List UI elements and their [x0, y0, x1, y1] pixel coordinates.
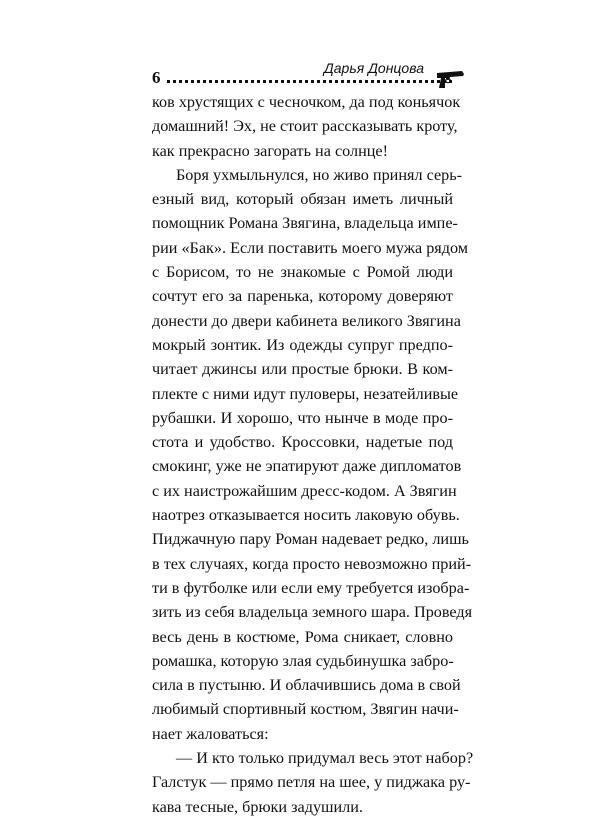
text-line: Галстук — прямо петля на шее, у пиджака ру-: [152, 773, 471, 792]
running-title-author: Дарья Донцова: [320, 60, 428, 76]
text-line: — И кто только придумал весь этот набор?: [176, 749, 474, 768]
text-line: рубашки. И хорошо, что нынче в моде про-: [152, 408, 453, 427]
text-line: домашний! Эх, не стоит рассказывать кроту,: [152, 117, 458, 136]
text-line: с Борисом, то не знакомые с Ромой люди: [152, 263, 453, 282]
text-line: рии «Бак». Если поставить моего мужа рядом: [152, 238, 469, 257]
text-line: нает жаловаться:: [152, 724, 269, 743]
text-line: кава тесные, брюки задушили.: [152, 797, 363, 816]
text-line: смокинг, уже не эпатируют даже дипломатов: [152, 457, 462, 476]
text-line: Пиджачную пару Роман надевает редко, лишь: [152, 530, 469, 549]
page-number: 6: [152, 68, 161, 87]
text-line: езный вид, который обязан иметь личный: [152, 190, 453, 209]
text-line: стота и удобство. Кроссовки, надетые под: [152, 433, 453, 452]
text-line: ков хрустящих с чесночком, да под коньячок: [152, 93, 461, 111]
text-line: в тех случаях, когда просто невозможно прий-: [152, 554, 472, 573]
body-text: [152, 90, 474, 819]
text-line: Боря ухмыльнулся, но живо принял серь-: [176, 165, 462, 184]
text-line: зить из себя владельца земного шара. Проведя: [152, 603, 473, 622]
text-line: помощник Романа Звягина, владельца импе-: [152, 214, 458, 233]
text-line: мокрый зонтик. Из одежды супруг предпо-: [152, 335, 453, 354]
text-line: сочтут его за паренька, которому доверяют: [152, 287, 453, 306]
text-line: весь день в костюме, Рома сникает, словно: [152, 627, 453, 646]
text-line: с их наистрожайшим дресс-кодом. А Звягин: [152, 481, 457, 500]
running-header: [152, 62, 452, 88]
text-line: плекте с ними идут пуловеры, незатейливые: [152, 384, 459, 403]
text-line: донести до двери кабинета великого Звягина: [152, 311, 461, 330]
text-line: любимый спортивный костюм, Звягин начи-: [152, 700, 459, 719]
text-line: наотрез отказывается носить лаковую обувь.: [152, 506, 460, 525]
text-line: сила в пустыню. И облачившись дома в свой: [152, 676, 461, 695]
text-line: читает джинсы или простые брюки. В ком-: [152, 360, 453, 379]
text-line: ти в футболке или если ему требуется изобра-: [152, 578, 470, 597]
text-line: ромашка, которую злая судьбинушка забро-: [152, 651, 454, 670]
pistol-icon: [436, 68, 466, 90]
dotted-leader: [167, 80, 452, 83]
text-line: как прекрасно загорать на солнце!: [152, 141, 388, 160]
